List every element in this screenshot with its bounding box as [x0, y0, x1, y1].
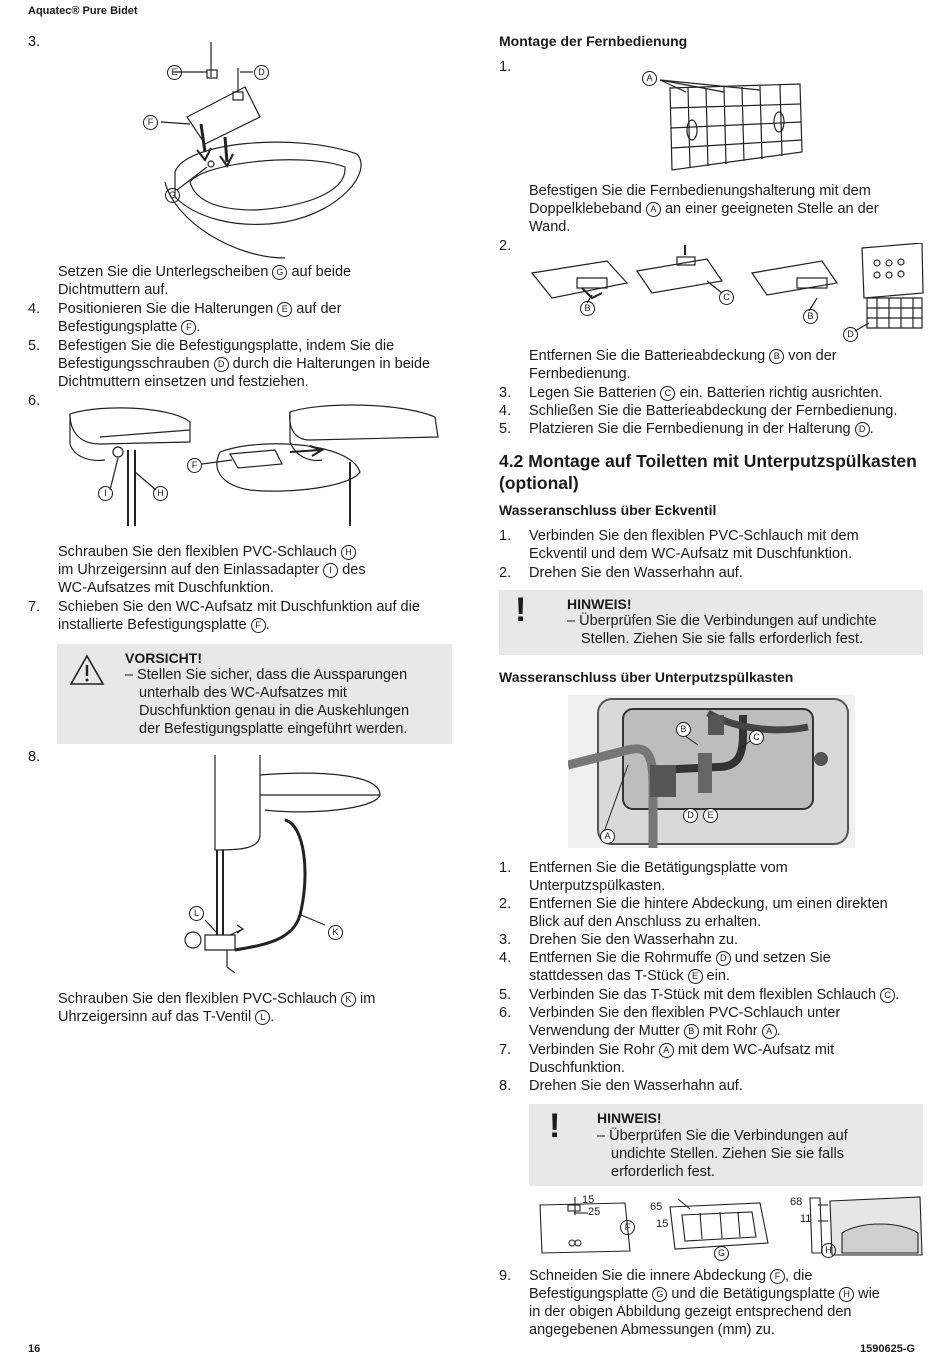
step-7-text: Schieben Sie den WC-Aufsatz mit Duschfunktion auf die installierte Befestigungsplatte F . — [58, 599, 420, 633]
step-8-text: Schrauben Sie den flexiblen PVC-Schlauch K im Uhrzeigersinn auf das T-Ventil L . — [58, 991, 376, 1025]
ref-c: C — [880, 988, 895, 1003]
step-number: 2. — [499, 238, 512, 254]
ref-b: B — [769, 349, 784, 364]
step-number: 4. — [28, 301, 41, 317]
note-title: HINWEIS! — [597, 1110, 662, 1126]
callout-c: C — [719, 290, 734, 305]
cistern-heading: Wasseranschluss über Unterputzspülkasten — [499, 669, 794, 685]
remote-mounting-heading: Montage der Fernbedienung — [499, 33, 688, 49]
bidet-seat-attachment-illustration — [60, 402, 445, 532]
step-number: 5. — [28, 338, 41, 354]
caution-box — [57, 644, 452, 744]
step-number: 3. — [499, 932, 512, 948]
cistern-step-8-text: Drehen Sie den Wasserhahn auf. — [529, 1078, 743, 1094]
cistern-step-1-text: Entfernen Sie die Betätigungsplatte vom Unterputzspülkasten. — [529, 860, 788, 894]
ref-f: F — [181, 320, 196, 335]
exclamation-icon: ! — [515, 591, 527, 629]
corner-step-2-text: Drehen Sie den Wasserhahn auf. — [529, 565, 743, 581]
note-box — [499, 590, 923, 655]
callout-f: F — [187, 458, 202, 473]
cistern-connection-photo — [568, 695, 855, 848]
cistern-step-7-text: Verbinden Sie Rohr A mit dem WC-Aufsatz mit Duschfunktion. — [529, 1042, 835, 1076]
step-number: 2. — [499, 565, 512, 581]
ref-e: E — [688, 969, 703, 984]
ref-a: A — [762, 1024, 777, 1039]
callout-d: D — [683, 808, 698, 823]
callout-h: H — [153, 486, 168, 501]
ref-l: L — [255, 1010, 270, 1025]
step-number: 3. — [499, 385, 512, 401]
corner-valve-heading: Wasseranschluss über Eckventil — [499, 502, 717, 518]
ref-a: A — [646, 202, 661, 217]
step-number: 3. — [28, 34, 41, 50]
callout-c: C — [749, 730, 764, 745]
step-number: 1. — [499, 860, 512, 876]
callout-d: D — [843, 327, 858, 342]
cistern-step-4-text: Entfernen Sie die Rohrmuffe D und setzen Sie stattdessen das T-Stück E ein. — [529, 950, 831, 984]
step-number: 7. — [499, 1042, 512, 1058]
step-number: 5. — [499, 421, 512, 437]
ref-k: K — [341, 992, 356, 1007]
step-number: 5. — [499, 987, 512, 1003]
note-text: – Überprüfen Sie die Verbindungen auf undichte Stellen. Ziehen Sie sie falls erforderlich fest. — [567, 613, 877, 647]
step-4-text: Positionieren Sie die Halterungen E auf der Befestigungsplatte F . — [58, 301, 342, 335]
note-box — [529, 1104, 923, 1186]
ref-h: H — [341, 545, 356, 560]
step-5-text: Befestigen Sie die Befestigungsplatte, indem Sie die Befestigungsschrauben D durch die Halterungen in beide Dichtmuttern einsetzen und festziehen. — [58, 338, 431, 390]
cutting-dimensions-illustration — [530, 1193, 930, 1263]
callout-b: B — [580, 301, 595, 316]
mounting-plate-illustration — [135, 32, 370, 260]
callout-h: H — [821, 1243, 836, 1258]
ref-f: F — [770, 1269, 785, 1284]
callout-l: L — [189, 906, 204, 921]
remote-step-2-text: Entfernen Sie die Batterieabdeckung B von der Fernbedienung. — [529, 348, 837, 382]
callout-i: I — [98, 486, 113, 501]
step-3-text: Setzen Sie die Unterlegscheiben G auf beide Dichtmuttern auf. — [58, 264, 352, 298]
ref-b: B — [684, 1024, 699, 1039]
callout-e: E — [167, 65, 182, 80]
page-number: 16 — [28, 1343, 41, 1355]
document-code: 1590625-G — [860, 1343, 916, 1355]
dimension-label: 25 — [588, 1206, 601, 1218]
ref-c: C — [660, 386, 675, 401]
callout-f: F — [143, 115, 158, 130]
ref-d: D — [716, 951, 731, 966]
ref-i: I — [323, 563, 338, 578]
callout-k: K — [328, 925, 343, 940]
cistern-step-5-text: Verbinden Sie das T-Stück mit dem flexiblen Schlauch C . — [529, 987, 900, 1003]
callout-b: B — [803, 309, 818, 324]
corner-step-1-text: Verbinden Sie den flexiblen PVC-Schlauch mit dem Eckventil und dem WC-Aufsatz mit Duschfunktion. — [529, 528, 859, 562]
ref-f: F — [251, 618, 266, 633]
cistern-step-2-text: Entfernen Sie die hintere Abdeckung, um einen direkten Blick auf den Anschluss zu erhalten. — [529, 896, 888, 930]
step-number: 6. — [28, 393, 41, 409]
step-number: 8. — [28, 749, 41, 765]
remote-battery-illustration — [527, 243, 927, 338]
callout-e: E — [703, 808, 718, 823]
note-title: HINWEIS! — [567, 596, 632, 612]
remote-step-4-text: Schließen Sie die Batterieabdeckung der Fernbedienung. — [529, 403, 898, 419]
dimension-label: 65 — [650, 1201, 663, 1213]
ref-e: E — [277, 302, 292, 317]
caution-title: VORSICHT! — [125, 650, 202, 666]
remote-step-3-text: Legen Sie Batterien C ein. Batterien richtig ausrichten. — [529, 385, 883, 401]
ref-g: G — [272, 265, 287, 280]
ref-d: D — [855, 422, 870, 437]
ref-a: A — [659, 1043, 674, 1058]
step-number: 8. — [499, 1078, 512, 1094]
cistern-step-9-text: Schneiden Sie die innere Abdeckung F , die Befestigungsplatte G und die Betätigungsplatte H wie in der obigen Abbildung gezeigt entsprechend den angegebenen Abmessungen (mm) zu. — [529, 1268, 880, 1338]
step-number: 4. — [499, 403, 512, 419]
step-6-text: Schrauben Sie den flexiblen PVC-Schlauch H im Uhrzeigersinn auf den Einlassadapter I des WC-Aufsatzes mit Duschfunktion. — [58, 544, 366, 596]
dimension-label: 68 — [790, 1196, 803, 1208]
cistern-step-6-text: Verbinden Sie den flexiblen PVC-Schlauch unter Verwendung der Mutter B mit Rohr A . — [529, 1005, 841, 1039]
remote-holder-illustration — [640, 66, 805, 178]
ref-d: D — [214, 357, 229, 372]
ref-g: G — [652, 1287, 667, 1302]
remote-step-5-text: Platzieren Sie die Fernbedienung in der Halterung D . — [529, 421, 874, 437]
callout-d: D — [254, 65, 269, 80]
step-number: 4. — [499, 950, 512, 966]
step-number: 2. — [499, 896, 512, 912]
exclamation-icon: ! — [549, 1107, 561, 1145]
step-number: 7. — [28, 599, 41, 615]
callout-f: F — [620, 1220, 635, 1235]
callout-g: G — [714, 1246, 729, 1261]
callout-g: G — [165, 188, 180, 203]
callout-b: B — [676, 722, 691, 737]
caution-text: – Stellen Sie sicher, dass die Aussparungen unterhalb des WC-Aufsatzes mit Duschfunktion genau in die Auskehlungen der Befestigungsplatte eingeführt werden. — [125, 667, 410, 737]
section-title: 4.2 Montage auf Toiletten mit Unterputzspülkasten (optional) — [499, 451, 917, 493]
warning-triangle-icon — [69, 654, 105, 686]
remote-step-1-text: Befestigen Sie die Fernbedienungshalterung mit dem Doppelklebeband A an einer geeigneten Stelle an der Wand. — [529, 183, 879, 235]
callout-a: A — [642, 71, 657, 86]
step-number: 6. — [499, 1005, 512, 1021]
step-number: 9. — [499, 1268, 512, 1284]
step-number: 1. — [499, 528, 512, 544]
document-header: Aquatec® Pure Bidet — [28, 5, 138, 17]
step-number: 1. — [499, 59, 512, 75]
t-valve-connection-illustration — [175, 755, 385, 980]
ref-h: H — [839, 1287, 854, 1302]
dimension-label: 15 — [582, 1194, 595, 1206]
dimension-label: 15 — [656, 1218, 669, 1230]
callout-a: A — [600, 829, 615, 844]
dimension-label: 11 — [800, 1213, 812, 1225]
cistern-step-3-text: Drehen Sie den Wasserhahn zu. — [529, 932, 739, 948]
note-text: – Überprüfen Sie die Verbindungen auf undichte Stellen. Ziehen Sie sie falls erforderlich fest. — [597, 1128, 848, 1180]
